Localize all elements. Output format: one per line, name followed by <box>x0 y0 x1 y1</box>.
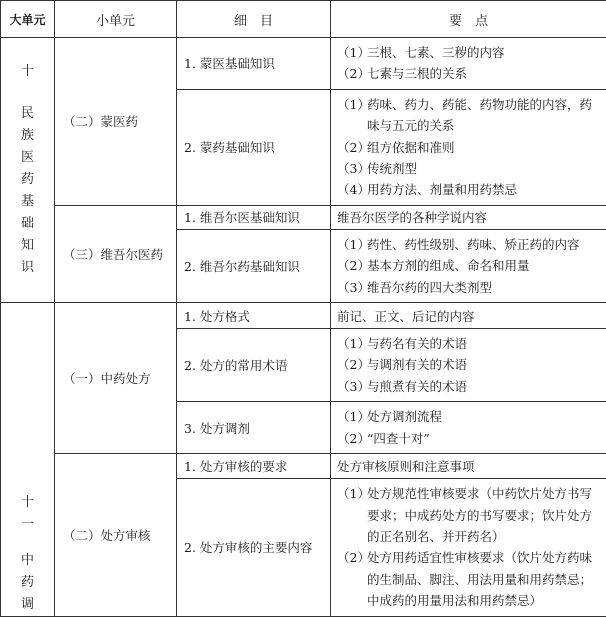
point-line: （1）与药名有关的术语 <box>337 333 600 354</box>
minor-unit-uyghur: （三）维吾尔医药 <box>55 205 177 302</box>
point-line: （3）维吾尔药的四大类剂型 <box>337 277 600 298</box>
major-unit-char: 中 <box>1 550 54 572</box>
point-line: （1）处方规范性审核要求（中药饮片处方书写要求；中成药处方的书写要求；饮片处方的正名别名、并开药名） <box>337 483 600 547</box>
table-row <box>1 303 606 329</box>
table-row <box>1 205 606 229</box>
point-line: （1）药性、药性级别、药味、矫正药的内容 <box>337 234 600 255</box>
major-unit-tcm-dispensing <box>1 303 55 616</box>
points-cell <box>331 89 606 205</box>
point-line: （2）处方用药适宜性审核要求（饮片处方药味的生制品、脚注、用法用量和用药禁忌；中成药的用量用法和用药禁忌） <box>337 547 600 611</box>
minor-unit-prescription: （一）中药处方 <box>55 303 177 454</box>
point-line: （1）三根、七素、三秽的内容 <box>337 42 600 63</box>
detail-item: 2. 处方的常用术语 <box>177 329 331 402</box>
points-cell: 前记、正文、后记的内容 <box>331 303 606 329</box>
major-unit-text <box>1 61 54 279</box>
major-unit-char: 族 <box>1 125 54 147</box>
points-cell <box>331 38 606 90</box>
table-row <box>1 454 606 479</box>
detail-item: 1. 处方格式 <box>177 303 331 329</box>
point-line: （2）组方依据和准则 <box>337 137 600 158</box>
header-detail: 细 目 <box>177 1 331 38</box>
detail-item: 2. 蒙药基础知识 <box>177 89 331 205</box>
minor-unit-review: （二）处方审核 <box>55 454 177 616</box>
header-major-unit: 大单元 <box>1 1 55 38</box>
point-line: （3）传统剂型 <box>337 158 600 179</box>
detail-item: 1. 处方审核的要求 <box>177 454 331 479</box>
points-cell: 维吾尔医学的各种学说内容 <box>331 205 606 229</box>
point-line: （2）“四查十对” <box>337 428 600 449</box>
points-cell: 处方审核原则和注意事项 <box>331 454 606 479</box>
detail-item: 1. 蒙医基础知识 <box>177 38 331 90</box>
major-unit-char: 知 <box>1 235 54 257</box>
point-line: （1）处方调剂流程 <box>337 406 600 427</box>
detail-item: 2. 处方审核的主要内容 <box>177 479 331 616</box>
major-unit-char: 础 <box>1 213 54 235</box>
major-unit-char: 一 <box>1 514 54 536</box>
major-unit-text <box>1 492 54 616</box>
points-cell <box>331 229 606 302</box>
major-unit-char: 十 <box>1 492 54 514</box>
detail-item: 1. 维吾尔医基础知识 <box>177 205 331 229</box>
minor-unit-mongolian: （二）蒙医药 <box>55 38 177 206</box>
points-cell <box>331 402 606 454</box>
header-points: 要 点 <box>331 1 606 38</box>
points-cell <box>331 479 606 616</box>
point-line: （2）基本方剂的组成、命名和用量 <box>337 255 600 276</box>
detail-item: 2. 维吾尔药基础知识 <box>177 229 331 302</box>
header-row <box>1 1 606 38</box>
major-unit-char: 药 <box>1 169 54 191</box>
header-minor-unit: 小单元 <box>55 1 177 38</box>
major-unit-char: 民 <box>1 103 54 125</box>
major-unit-char: 药 <box>1 572 54 594</box>
point-line: （1）药味、药力、药能、药物功能的内容，药味与五元的关系 <box>337 94 600 137</box>
points-cell <box>331 329 606 402</box>
major-unit-char: 医 <box>1 147 54 169</box>
major-unit-char: 十 <box>1 61 54 83</box>
point-line: （2）七素与三根的关系 <box>337 63 600 84</box>
major-unit-char: 调 <box>1 594 54 616</box>
detail-item: 3. 处方调剂 <box>177 402 331 454</box>
major-unit-ethnic-medicine <box>1 38 55 303</box>
major-unit-char: 识 <box>1 257 54 279</box>
table-row <box>1 38 606 90</box>
point-line: （3）与煎煮有关的术语 <box>337 376 600 397</box>
point-line: （4）用药方法、剂量和用药禁忌 <box>337 179 600 200</box>
point-line: （2）与调剂有关的术语 <box>337 354 600 375</box>
major-unit-char: 基 <box>1 191 54 213</box>
